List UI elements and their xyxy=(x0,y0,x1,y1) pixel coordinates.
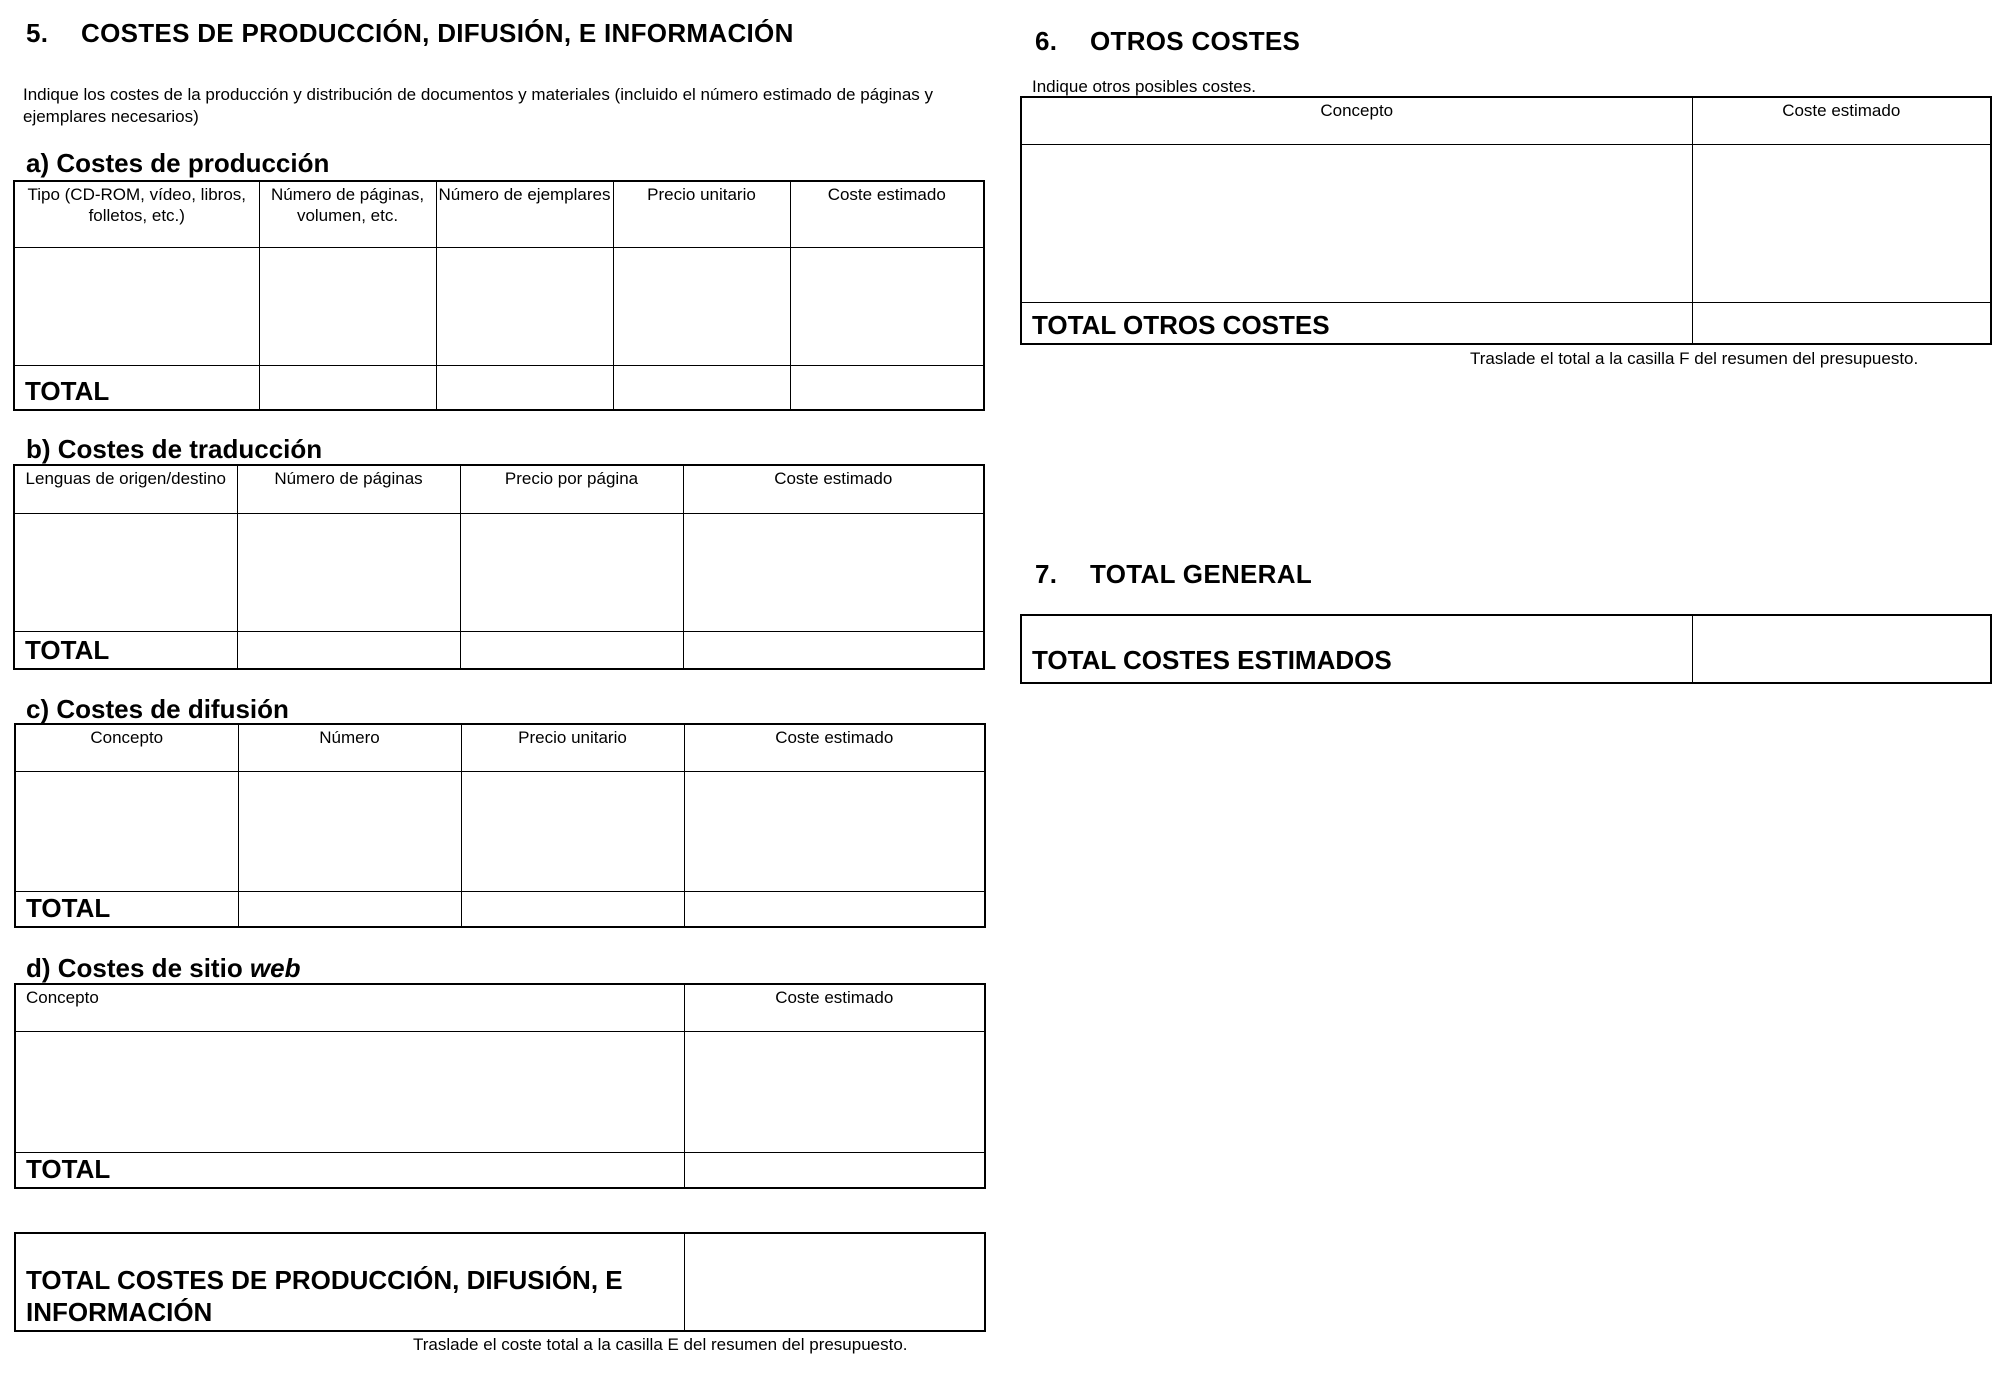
column-header: Coste estimado xyxy=(683,465,984,513)
entry-cell[interactable] xyxy=(436,247,613,365)
section-5-number: 5. xyxy=(26,18,49,48)
section-6-intro: Indique otros posibles costes. xyxy=(1032,77,1256,96)
column-header: Concepto xyxy=(15,984,684,1031)
section-5-note: Traslade el coste total a la casilla E del resumen del presupuesto. xyxy=(413,1335,908,1354)
column-header: Número de ejemplares xyxy=(436,181,613,247)
table-header-row xyxy=(15,724,985,771)
entry-cell[interactable] xyxy=(461,771,684,891)
section-6-number: 6. xyxy=(1035,26,1058,56)
total-row xyxy=(14,631,984,669)
production-grand-total-table xyxy=(14,1232,986,1332)
total-label: TOTAL xyxy=(15,891,238,927)
entry-row[interactable] xyxy=(14,247,984,365)
entry-row[interactable] xyxy=(1021,144,1991,302)
column-header: Precio por página xyxy=(460,465,683,513)
diffusion-costs-table xyxy=(14,723,986,928)
section-5-intro: Indique los costes de la producción y distribución de documentos y materiales (incluido el número estimado de páginas y ejemplares necesarios) xyxy=(23,85,934,126)
total-general-table xyxy=(1020,614,1992,684)
subsection-b-title: b) Costes de traducción xyxy=(26,434,323,464)
total-cell[interactable] xyxy=(460,631,683,669)
column-header: Tipo (CD-ROM, vídeo, libros, folletos, etc.) xyxy=(14,181,259,247)
entry-cell[interactable] xyxy=(684,1031,985,1152)
section-6-title xyxy=(1035,26,1300,57)
grand-total-label: TOTAL COSTES DE PRODUCCIÓN, DIFUSIÓN, E INFORMACIÓN xyxy=(15,1233,684,1331)
total-cell[interactable] xyxy=(238,891,461,927)
section-5-title xyxy=(26,18,794,49)
section-6-title-text: OTROS COSTES xyxy=(1090,26,1301,56)
entry-cell[interactable] xyxy=(1021,144,1692,302)
total-label: TOTAL xyxy=(15,1152,684,1188)
entry-cell[interactable] xyxy=(259,247,436,365)
website-costs-table xyxy=(14,983,986,1189)
column-header: Concepto xyxy=(15,724,238,771)
total-row xyxy=(1021,302,1991,344)
entry-cell[interactable] xyxy=(15,1031,684,1152)
column-header: Precio unitario xyxy=(461,724,684,771)
column-header: Coste estimado xyxy=(684,724,985,771)
total-cell[interactable] xyxy=(237,631,460,669)
total-cell[interactable] xyxy=(613,365,790,410)
total-label: TOTAL COSTES ESTIMADOS xyxy=(1021,615,1692,683)
table-header-row xyxy=(14,465,984,513)
total-cell[interactable] xyxy=(683,631,984,669)
entry-row[interactable] xyxy=(15,1031,985,1152)
subsection-d-title-italic: web xyxy=(249,953,301,983)
total-cell[interactable] xyxy=(684,891,985,927)
entry-cell[interactable] xyxy=(790,247,984,365)
entry-cell[interactable] xyxy=(1692,144,1991,302)
other-costs-table xyxy=(1020,96,1992,345)
entry-cell[interactable] xyxy=(684,771,985,891)
entry-row[interactable] xyxy=(15,771,985,891)
column-header: Lenguas de origen/destino xyxy=(14,465,237,513)
total-label: TOTAL xyxy=(14,365,259,410)
total-cell[interactable] xyxy=(684,1152,985,1188)
total-cell[interactable] xyxy=(1692,302,1991,344)
section-6-note: Traslade el total a la casilla F del resumen del presupuesto. xyxy=(1470,349,1919,368)
entry-cell[interactable] xyxy=(460,513,683,631)
entry-cell[interactable] xyxy=(14,247,259,365)
entry-row[interactable] xyxy=(14,513,984,631)
column-header: Concepto xyxy=(1021,97,1692,144)
total-label: TOTAL OTROS COSTES xyxy=(1021,302,1692,344)
total-row xyxy=(1021,615,1991,683)
total-cell[interactable] xyxy=(790,365,984,410)
column-header: Número de páginas xyxy=(237,465,460,513)
section-7-title-text: TOTAL GENERAL xyxy=(1090,559,1313,589)
production-costs-table xyxy=(13,180,985,411)
subsection-c-title: c) Costes de difusión xyxy=(26,694,289,724)
column-header: Coste estimado xyxy=(684,984,985,1031)
subsection-a-title: a) Costes de producción xyxy=(26,148,330,178)
section-7-title xyxy=(1035,559,1312,590)
total-cell[interactable] xyxy=(259,365,436,410)
entry-cell[interactable] xyxy=(14,513,237,631)
total-row xyxy=(15,1152,985,1188)
column-header: Coste estimado xyxy=(1692,97,1991,144)
table-header-row xyxy=(15,984,985,1031)
total-cell[interactable] xyxy=(461,891,684,927)
total-row xyxy=(15,1233,985,1331)
total-row xyxy=(14,365,984,410)
column-header: Precio unitario xyxy=(613,181,790,247)
column-header: Número xyxy=(238,724,461,771)
entry-cell[interactable] xyxy=(237,513,460,631)
entry-cell[interactable] xyxy=(613,247,790,365)
total-row xyxy=(15,891,985,927)
section-7-number: 7. xyxy=(1035,559,1058,589)
subsection-d-title-text: d) Costes de sitio xyxy=(26,953,250,983)
total-cell[interactable] xyxy=(1692,615,1991,683)
column-header: Número de páginas, volumen, etc. xyxy=(259,181,436,247)
subsection-d-title xyxy=(26,953,301,984)
column-header: Coste estimado xyxy=(790,181,984,247)
entry-cell[interactable] xyxy=(683,513,984,631)
table-header-row xyxy=(1021,97,1991,144)
grand-total-cell[interactable] xyxy=(684,1233,985,1331)
entry-cell[interactable] xyxy=(238,771,461,891)
table-header-row xyxy=(14,181,984,247)
translation-costs-table xyxy=(13,464,985,670)
entry-cell[interactable] xyxy=(15,771,238,891)
total-cell[interactable] xyxy=(436,365,613,410)
total-label: TOTAL xyxy=(14,631,237,669)
section-5-title-text: COSTES DE PRODUCCIÓN, DIFUSIÓN, E INFORMACIÓN xyxy=(81,18,794,48)
